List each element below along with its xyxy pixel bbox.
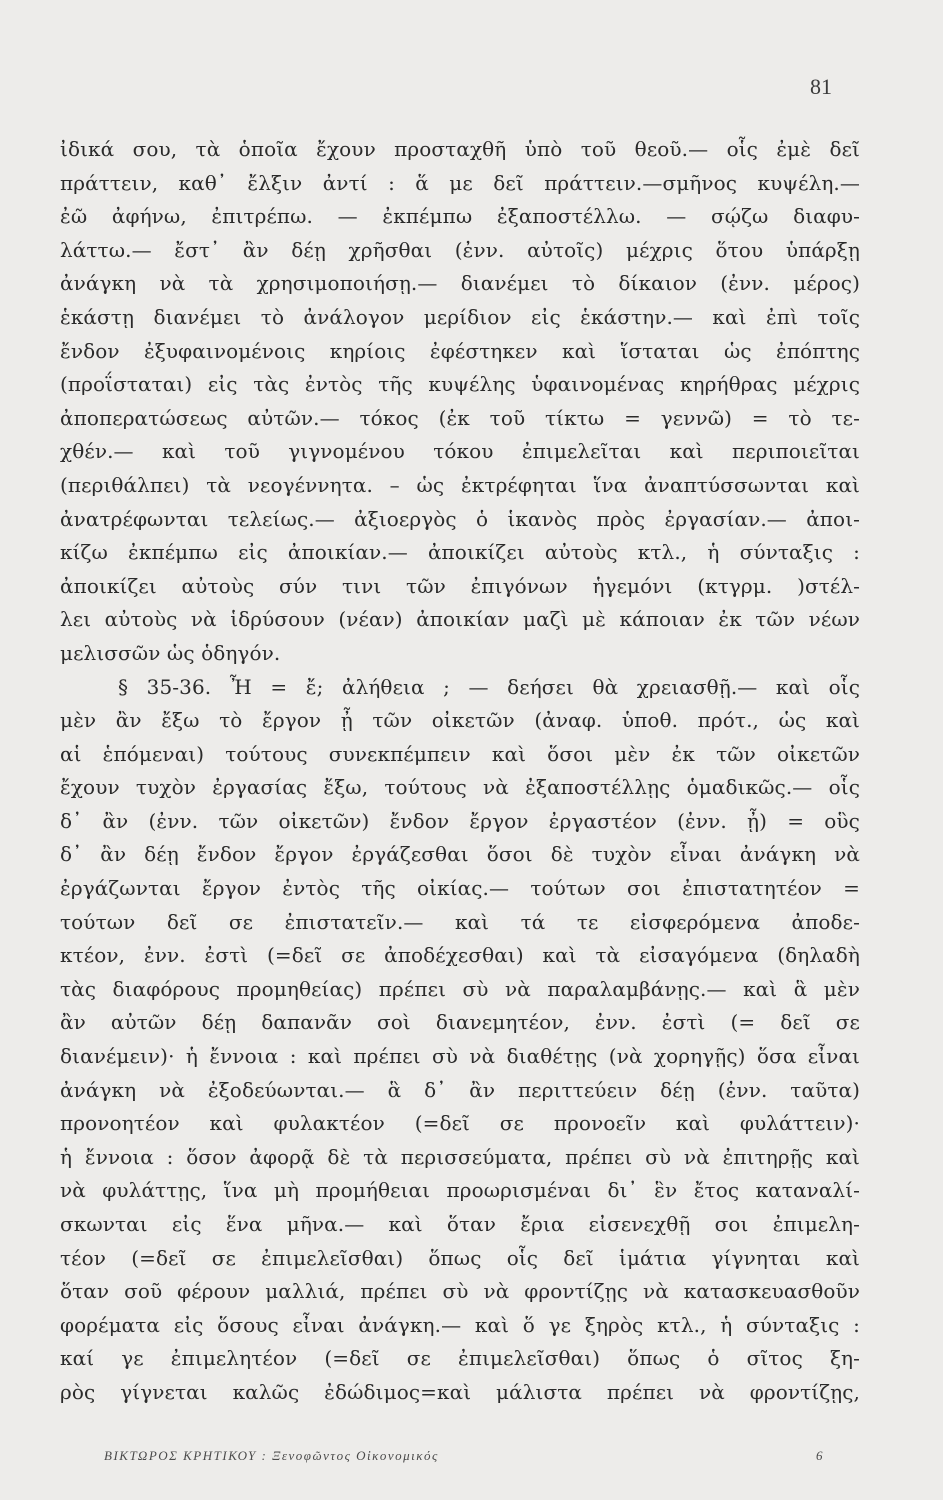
page-footer	[104, 1448, 824, 1464]
text-line: (περιθάλπει) τὰ νεογέννητα. – ὡς ἐκτρέφηται ἵνα ἀναπτύσσωνται καὶ	[60, 472, 860, 497]
text-line: ἔνδον ἐξυφαινομένοις κηρίοις ἐφέστηκεν καὶ ἵσταται ὡς ἐπόπτης	[60, 338, 860, 363]
text-line: κτέον, ἐνν. ἐστὶ (=δεῖ σε ἀποδέχεσθαι) καὶ τὰ εἰσαγόμενα (δηλαδὴ	[60, 943, 860, 968]
text-line: ἀποπερατώσεως αὐτῶν.— τόκος (ἐκ τοῦ τίκτω = γεννῶ) = τὸ τε-	[60, 405, 860, 430]
text-line: λάττω.— ἔστ᾽ ἂν δέῃ χρῆσθαι (ἐνν. αὐτοῖς) μέχρις ὅτου ὑπάρξῃ	[60, 237, 860, 262]
text-line: λει αὐτοὺς νὰ ἱδρύσουν (νέαν) ἀποικίαν μαζὶ μὲ κάποιαν ἐκ τῶν νέων	[60, 607, 860, 632]
text-line: τούτων δεῖ σε ἐπιστατεῖν.— καὶ τά τε εἰσφερόμενα ἀποδε-	[60, 909, 860, 934]
text-line: ἐργάζωνται ἔργον ἐντὸς τῆς οἰκίας.— τούτων σοι ἐπιστατητέον =	[60, 876, 860, 901]
text-line: ἑκάστῃ διανέμει τὸ ἀνάλογον μερίδιον εἰς ἑκάστην.— καὶ ἐπὶ τοῖς	[60, 304, 860, 329]
text-line: (προΐσταται) εἰς τὰς ἐντὸς τῆς κυψέλης ὑφαινομένας κηρήθρας μέχρις	[60, 372, 860, 397]
text-line: αἱ ἑπόμεναι) τούτους συνεκπέμπειν καὶ ὅσοι μὲν ἐκ τῶν οἰκετῶν	[60, 741, 860, 766]
text-line: ρὸς γίγνεται καλῶς ἐδώδιμος=καὶ μάλιστα πρέπει νὰ φροντίζῃς,	[60, 1379, 860, 1404]
text-line: ἀνατρέφωνται τελείως.— ἀξιοεργὸς ὁ ἱκανὸς πρὸς ἐργασίαν.— ἀποι-	[60, 506, 860, 531]
text-line: φορέματα εἰς ὅσους εἶναι ἀνάγκη.— καὶ ὅ γε ξηρὸς κτλ., ἡ σύνταξις :	[60, 1312, 860, 1337]
text-line: ἀνάγκη νὰ τὰ χρησιμοποιήσῃ.— διανέμει τὸ δίκαιον (ἐνν. μέρος)	[60, 271, 860, 296]
body-text	[60, 133, 860, 1410]
text-line: τέον (=δεῖ σε ἐπιμελεῖσθαι) ὅπως οἷς δεῖ ἱμάτια γίγνηται καὶ	[60, 1245, 860, 1270]
footer-running-title: ΒΙΚΤΩΡΟΣ ΚΡΗΤΙΚΟΥ : Ξενοφῶντος Οἰκονομικός	[104, 1448, 439, 1463]
text-line: ἡ ἔννοια : ὅσον ἀφορᾷ δὲ τὰ περισσεύματα, πρέπει σὺ νὰ ἐπιτηρῇς καὶ	[60, 1144, 860, 1169]
text-line: μελισσῶν ὡς ὁδηγόν.	[60, 640, 281, 665]
text-line: ὅταν σοῦ φέρουν μαλλιά, πρέπει σὺ νὰ φροντίζῃς νὰ κατασκευασθοῦν	[60, 1279, 860, 1304]
text-line: ἀποικίζει αὐτοὺς σύν τινι τῶν ἐπιγόνων ἡγεμόνι (κτγρμ. )στέλ-	[60, 573, 860, 598]
text-line: ἂν αὐτῶν δέῃ δαπανᾶν σοὶ διανεμητέον, ἐνν. ἐστὶ (= δεῖ σε	[60, 1010, 860, 1035]
text-line: ἰδικά σου, τὰ ὁποῖα ἔχουν προσταχθῆ ὑπὸ τοῦ θεοῦ.— οἷς ἐμὲ δεῖ	[60, 137, 860, 161]
text-line: δ᾽ ἂν (ἐνν. τῶν οἰκετῶν) ἔνδον ἔργον ἐργαστέον (ἐνν. ᾖ) = οὓς	[60, 808, 860, 833]
section-heading-line: § 35-36. Ἦ = ἔ; ἀλήθεια ; — δεήσει θὰ χρειασθῇ.— καὶ οἷς	[118, 674, 860, 699]
text-line: διανέμειν)· ἡ ἔννοια : καὶ πρέπει σὺ νὰ διαθέτῃς (νὰ χορηγῇς) ὅσα εἶναι	[60, 1044, 860, 1069]
text-line: χθέν.— καὶ τοῦ γιγνομένου τόκου ἐπιμελεῖται καὶ περιποιεῖται	[60, 439, 860, 464]
text-line: προνοητέον καὶ φυλακτέον (=δεῖ σε προνοεῖν καὶ φυλάττειν)·	[60, 1111, 860, 1136]
text-line: σκωνται εἰς ἕνα μῆνα.— καὶ ὅταν ἔρια εἰσενεχθῇ σοι ἐπιμελη-	[60, 1212, 860, 1236]
text-line: ἔχουν τυχὸν ἐργασίας ἔξω, τούτους νὰ ἐξαποστέλλῃς ὁμαδικῶς.— οἷς	[60, 775, 860, 800]
text-line: ἐῶ ἀφήνω, ἐπιτρέπω. — ἐκπέμπω ἐξαποστέλλω. — σῴζω διαφυ-	[60, 204, 860, 229]
text-line: ἀνάγκη νὰ ἐξοδεύωνται.— ἃ δ᾽ ἂν περιττεύειν δέῃ (ἐνν. ταῦτα)	[60, 1077, 860, 1102]
text-line: κίζω ἐκπέμπω εἰς ἀποικίαν.— ἀποικίζει αὐτοὺς κτλ., ἡ σύνταξις :	[60, 540, 860, 565]
footer-signature-mark: 6	[816, 1448, 824, 1463]
text-line: καί γε ἐπιμελητέον (=δεῖ σε ἐπιμελεῖσθαι) ὅπως ὁ σῖτος ξη-	[60, 1346, 860, 1371]
page-number: 81	[810, 74, 832, 99]
text-line: μὲν ἂν ἔξω τὸ ἔργον ᾖ τῶν οἰκετῶν (ἀναφ. ὑποθ. πρότ., ὡς καὶ	[60, 708, 860, 733]
text-line: πράττειν, καθ᾽ ἔλξιν ἀντί : ἅ με δεῖ πράττειν.—σμῆνος κυψέλη.—	[60, 170, 860, 195]
text-line: νὰ φυλάττῃς, ἵνα μὴ προμήθειαι προωρισμέναι δι᾽ ἓν ἔτος καταναλί-	[60, 1178, 860, 1203]
text-line: δ᾽ ἂν δέῃ ἔνδον ἔργον ἐργάζεσθαι ὅσοι δὲ τυχὸν εἶναι ἀνάγκη νὰ	[60, 842, 860, 867]
text-line: τὰς διαφόρους προμηθείας) πρέπει σὺ νὰ παραλαμβάνῃς.— καὶ ἃ μὲν	[60, 976, 860, 1001]
